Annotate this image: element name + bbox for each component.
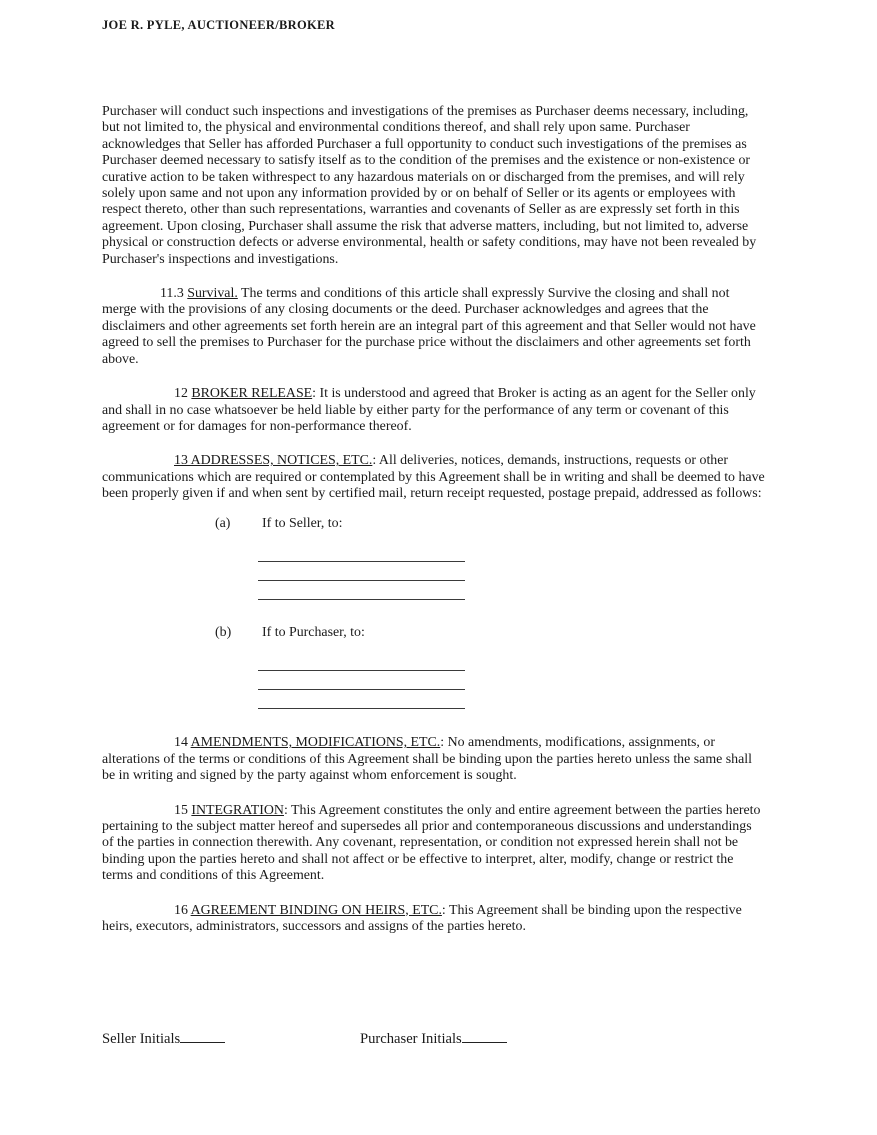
address-item-label: (a) xyxy=(215,515,231,531)
section-paragraph-16 xyxy=(102,903,765,936)
section-body: : All deliveries, notices, demands, instructions, requests or other communications which are required or contemplated by this Agreement shall be in writing and shall be deemed to have been properly given if and when sent by certified mail, return receipt requested, postage prepaid, addressed as follows: xyxy=(102,453,765,502)
seller-address-fill-in-line xyxy=(258,581,465,600)
address-item-label: (b) xyxy=(215,624,232,640)
section-paragraph-11-3 xyxy=(102,286,765,368)
address-block-seller xyxy=(102,516,765,600)
intro-paragraph: Purchaser will conduct such inspections and investigations of the premises as Purchaser deems necessary, including, but not limited to, the physical and environmental conditions thereof, and shall rely upon same. Purchaser acknowledges that Seller has afforded Purchaser a full opportunity to conduct such investigations of the premises as Purchaser deemed necessary to satisfy itself as to the condition of the premises and the existence or non-existence or curative action to be taken withrespect to any hazardous materials on or discharged from the premises, and will rely solely upon same and not upon any information provided by or on behalf of Seller or its agents or employees with respect thereto, other than such representations, warranties and covenants of Seller as are expressly set forth in this agreement. Upon closing, Purchaser shall assume the risk that adverse matters, including, but not limited to, adverse physical or construction defects or adverse environmental, health or safety conditions, may have not been revealed by Purchaser's inspections and investigations. xyxy=(102,104,757,267)
section-number: 12 xyxy=(174,386,192,402)
section-heading: BROKER RELEASE xyxy=(191,386,313,402)
purchaser-initials-label: Purchaser Initials xyxy=(360,1031,462,1047)
purchaser-address-fill-in-line xyxy=(258,690,465,709)
spacer xyxy=(102,709,765,717)
document-header-title: JOE R. PYLE, AUCTIONEER/BROKER xyxy=(102,18,335,32)
section-heading: 13 ADDRESSES, NOTICES, ETC. xyxy=(174,453,373,469)
section-body: : This Agreement constitutes the only and entire agreement between the parties hereto pertaining to the subject matter hereof and supersedes all prior and contemporaneous discussions and understandings of the parties in connection therewith. Any covenant, representation, or condition not expressed herein shall not be binding upon the parties hereto and shall not affect or be effective to interpret, alter, modify, change or restrict the terms and conditions of this Agreement. xyxy=(102,802,761,884)
section-body: The terms and conditions of this article shall expressly Survive the closing and shall not merge with the provisions of any closing documents or the deed. Purchaser acknowledges and agrees that the disclaimers and other agreements set forth herein are an integral part of this agreement and that Seller would not have agreed to sell the premises to Purchaser for the purchase price without the disclaimers and other agreements set forth above. xyxy=(102,286,756,367)
section-body: : It is understood and agreed that Broker is acting as an agent for the Seller only and shall in no case whatsoever be held liable by either party for the performance of any term or covenant of this agreement or for damages for non-performance thereof. xyxy=(102,386,756,434)
address-caption: If to Seller, to: xyxy=(262,515,343,531)
purchaser-initials-group xyxy=(360,1027,507,1048)
seller-initials-label: Seller Initials xyxy=(102,1031,181,1047)
section-heading: INTEGRATION xyxy=(191,802,284,818)
section-paragraph-15 xyxy=(102,803,765,885)
section-number: 16 xyxy=(174,902,191,918)
address-row xyxy=(102,625,765,641)
seller-address-fill-in-line xyxy=(258,543,465,562)
section-heading: Survival. xyxy=(187,286,238,302)
seller-address-fill-in-line xyxy=(258,562,465,581)
section-body: : No amendments, modifications, assignments, or alterations of the terms or conditions of this Agreement shall be binding upon the parties hereto unless the same shall be in writing and signed by the party against whom enforcement is sought. xyxy=(102,735,753,784)
purchaser-address-fill-in-line xyxy=(258,652,465,671)
section-heading: AGREEMENT BINDING ON HEIRS, ETC. xyxy=(190,902,442,918)
purchaser-address-fill-in-line xyxy=(258,671,465,690)
address-caption: If to Purchaser, to: xyxy=(262,624,365,640)
section-paragraph-12 xyxy=(102,386,765,435)
section-paragraph-13 xyxy=(102,453,765,502)
address-row xyxy=(102,516,765,532)
seller-initials-fill-in-line xyxy=(180,1027,225,1043)
section-body: : This Agreement shall be binding upon the respective heirs, executors, administrators, successors and assigns of the parties hereto. xyxy=(102,902,742,934)
purchaser-initials-fill-in-line xyxy=(462,1027,507,1043)
section-number: 11.3 xyxy=(160,286,188,302)
address-block-purchaser xyxy=(102,625,765,709)
section-heading: AMENDMENTS, MODIFICATIONS, ETC. xyxy=(190,735,441,751)
section-number: 15 xyxy=(174,802,192,818)
section-paragraph-14 xyxy=(102,735,765,784)
initials-footer xyxy=(102,1027,765,1048)
section-number: 14 xyxy=(174,735,191,751)
